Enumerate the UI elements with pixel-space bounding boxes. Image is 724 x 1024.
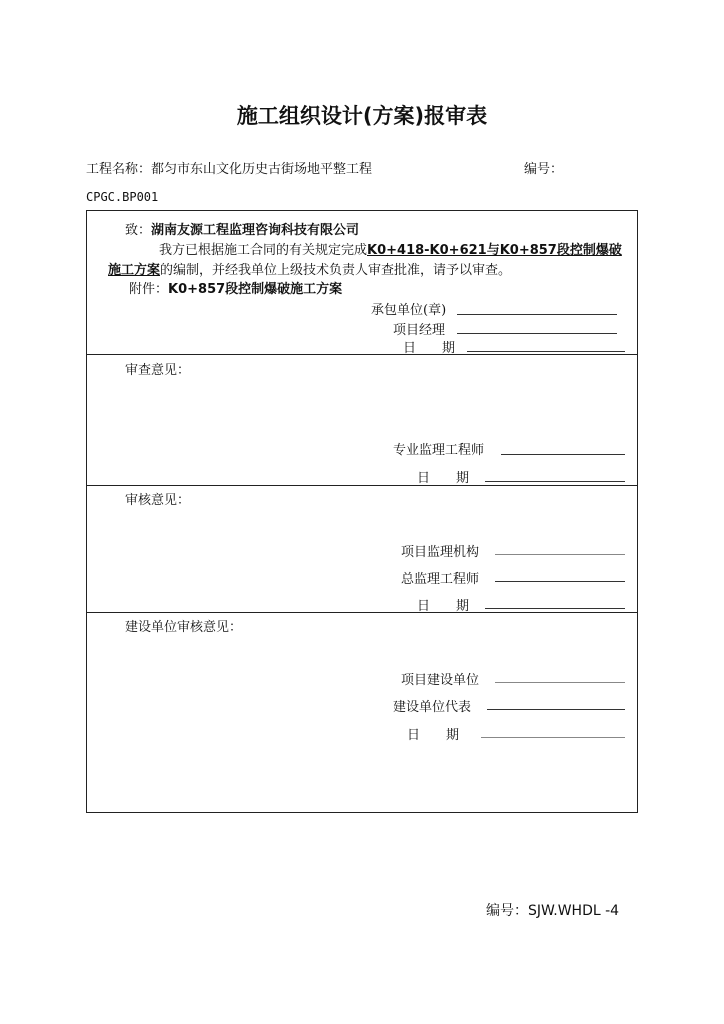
statement-line-2 xyxy=(108,259,511,278)
row-divider-3 xyxy=(87,612,637,613)
section4-date-label: 日 期 xyxy=(407,728,460,743)
section1-date-line xyxy=(467,351,625,352)
audit-opinion-heading: 审核意见： xyxy=(125,493,191,508)
project-manager-label: 项目经理 xyxy=(393,323,446,338)
footer-document-number: 编号：SJW.WHDL -4 xyxy=(486,903,620,919)
statement-bold-scope: K0+418-K0+621与K0+857段控制爆破 xyxy=(367,243,622,258)
specialist-engineer-label: 专业监理工程师 xyxy=(393,443,485,458)
contractor-seal-label: 承包单位(章) xyxy=(371,303,447,318)
chief-engineer-line xyxy=(495,581,625,582)
supervision-org-line xyxy=(495,554,625,555)
review-opinion-heading: 审查意见： xyxy=(125,363,191,378)
addressee-label: 致： xyxy=(125,223,152,238)
attachment-label: 附件： xyxy=(129,282,169,297)
section3-date-label: 日 期 xyxy=(417,599,470,614)
contractor-seal-line xyxy=(457,314,617,315)
statement-prefix: 我方已根据施工合同的有关规定完成 xyxy=(159,243,368,258)
project-name-value: 都匀市东山文化历史古街场地平整工程 xyxy=(151,162,373,177)
section2-date-label: 日 期 xyxy=(417,471,470,486)
owner-representative-label: 建设单位代表 xyxy=(393,700,472,715)
statement-suffix: 的编制，并经我单位上级技术负责人审查批准，请予以审查。 xyxy=(160,263,512,278)
section2-date-line xyxy=(485,481,625,482)
project-owner-unit-line xyxy=(495,682,625,683)
project-name-label: 工程名称： xyxy=(86,162,152,177)
form-code: CPGC.BP001 xyxy=(86,190,159,204)
specialist-engineer-line xyxy=(501,454,625,455)
section4-date-line xyxy=(481,737,625,738)
owner-opinion-heading: 建设单位审核意见： xyxy=(125,620,243,635)
project-manager-line xyxy=(457,333,617,334)
attachment-line xyxy=(129,278,342,297)
project-name-line xyxy=(86,158,372,177)
attachment-value: K0+857段控制爆破施工方案 xyxy=(168,282,343,297)
addressee-org: 湖南友源工程监理咨询科技有限公司 xyxy=(151,223,360,238)
statement-bold-plan: 施工方案 xyxy=(108,263,161,278)
row-divider-2 xyxy=(87,485,637,486)
supervision-org-label: 项目监理机构 xyxy=(401,545,480,560)
project-owner-unit-label: 项目建设单位 xyxy=(401,673,480,688)
number-label: 编号： xyxy=(524,162,564,177)
owner-representative-line xyxy=(487,709,625,710)
row-divider-1 xyxy=(87,354,637,355)
approval-form-table xyxy=(86,210,638,813)
section1-date-label: 日 期 xyxy=(403,341,456,356)
page-title: 施工组织设计(方案)报审表 xyxy=(236,104,488,128)
addressee-line xyxy=(125,219,359,238)
statement-line-1 xyxy=(159,239,622,258)
section3-date-line xyxy=(485,608,625,609)
chief-engineer-label: 总监理工程师 xyxy=(401,572,480,587)
